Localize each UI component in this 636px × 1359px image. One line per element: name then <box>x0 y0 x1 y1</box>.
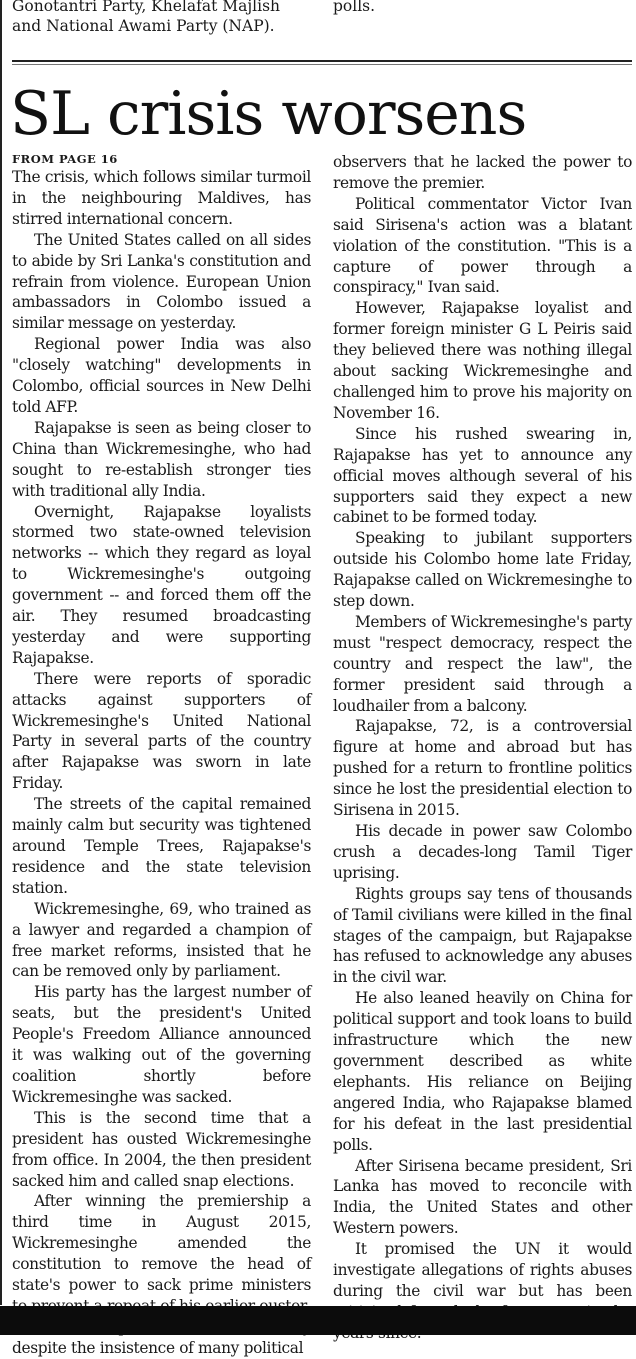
article-headline: SL crisis worsens <box>10 79 527 149</box>
continuation-kicker: FROM PAGE 16 <box>12 152 118 166</box>
article-right-column <box>333 152 632 1344</box>
section-divider-thin <box>12 64 632 65</box>
article-paragraph: despite the insistence of many political <box>12 1338 304 1357</box>
article-paragraph: Rajapakse, 72, is a controversial figure at home and abroad but has pushed for a return to frontline politics since he lost the presidential election to Sirisena in 2015. <box>333 717 632 820</box>
article-paragraph: However, Rajapakse loyalist and former foreign minister G L Peiris said they believed there was nothing illegal about sacking Wickremesinghe and challenged him to prove his majority on November 16. <box>333 299 632 422</box>
article-paragraph: He also leaned heavily on China for political support and took loans to build infrastructure which the new government described as white elephants. His reliance on Beijing angered India, who Rajapakse blamed for his defeat in the last presidential polls. <box>333 989 632 1154</box>
article-paragraph: His decade in power saw Colombo crush a decades-long Tamil Tiger uprising. <box>333 822 632 882</box>
article-paragraph-continued: observers that he lacked the power to remove the premier. <box>333 153 632 192</box>
article-paragraph: Speaking to jubilant supporters outside his Colombo home late Friday, Rajapakse called on Wickremesinghe to step down. <box>333 529 632 611</box>
page-bottom-bar <box>0 1306 636 1335</box>
article-paragraph: The United States called on all sides to abide by Sri Lanka's constitution and refrain from violence. European Union ambassadors in Colombo issued a similar message on yesterday. <box>12 230 311 333</box>
article-paragraph: Rajapakse is seen as being closer to China than Wickremesinghe, who had sought to re-establish stronger ties with traditional ally India. <box>12 418 311 500</box>
article-paragraph: After Sirisena became president, Sri Lanka has moved to reconcile with India, the United States and other Western powers. <box>333 1156 632 1238</box>
article-paragraph: Since his rushed swearing in, Rajapakse has yet to announce any official moves although several of his supporters said they expect a new cabinet to be formed today. <box>333 424 632 527</box>
previous-article-right-column <box>333 0 623 16</box>
article-paragraph: Overnight, Rajapakse loyalists stormed two state-owned television networks -- which they regard as loyal to Wickremesinghe's outgoing government -- and forced them off the air. They resumed broadcasting yesterday and were supporting Rajapakse. <box>12 502 311 667</box>
article-paragraph: Members of Wickremesinghe's party must "respect democracy, respect the country and respect the law", the former president said through a loudhailer from a balcony. <box>333 612 632 715</box>
article-paragraph: Political commentator Victor Ivan said Sirisena's action was a blatant violation of the constitution. "This is a capture of power through a conspiracy," Ivan said. <box>333 194 632 297</box>
article-paragraph: It promised the UN it would investigate allegations of rights abuses during the civil war but has been <box>333 1240 632 1300</box>
article-paragraph: Rights groups say tens of thousands of Tamil civilians were killed in the final stages of the campaign, but Rajapakse has refused to acknowledge any abuses in the civil war. <box>333 884 632 987</box>
article-paragraph: There were reports of sporadic attacks against supporters of Wickremesinghe's United National Party in several parts of the country after Rajapakse was sworn in late Friday. <box>12 669 311 793</box>
previous-article-left-column <box>12 0 312 36</box>
article-paragraph: This is the second time that a president has ousted Wickremesinghe from office. In 2004, the then president sacked him and called snap elections. <box>12 1108 311 1190</box>
article-left-column <box>12 152 311 1359</box>
section-divider <box>12 60 632 62</box>
article-paragraph: The crisis, which follows similar turmoil in the neighbouring Maldives, has stirred international concern. <box>12 168 311 228</box>
article-paragraph: His party has the largest number of seats, but the president's United People's Freedom Alliance announced it was walking out of the governing coalition shortly before Wickremesinghe was sacked. <box>12 983 311 1106</box>
article-paragraph: Wickremesinghe, 69, who trained as a lawyer and regarded a champion of free market reforms, insisted that he can be removed only by parliament. <box>12 899 311 981</box>
article-paragraph: The streets of the capital remained mainly calm but security was tightened around Temple Trees, Rajapakse's residence and the state television station. <box>12 795 311 897</box>
article-paragraph: After winning the premiership a third time in August 2015, Wickremesinghe amended the constitution to remove the head of state's power to sack prime ministers <box>12 1192 311 1295</box>
previous-article-left-text: Gonotantri Party, Khelafat Majlish and National Awami Party (NAP). <box>12 0 281 35</box>
page-left-border <box>0 0 2 1305</box>
previous-article-tail <box>0 0 636 62</box>
previous-article-right-text: polls. <box>333 0 376 15</box>
article-paragraph: Regional power India was also "closely watching" developments in Colombo, official sources in New Delhi told AFP. <box>12 335 311 416</box>
